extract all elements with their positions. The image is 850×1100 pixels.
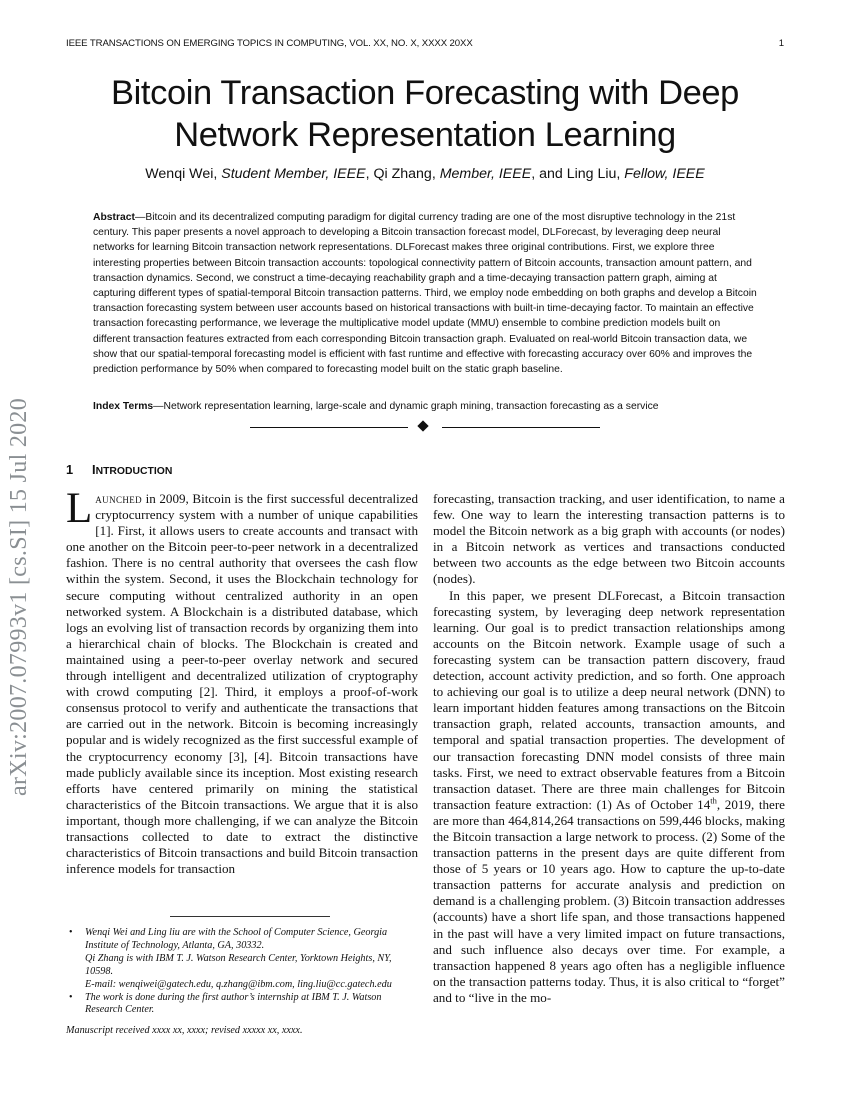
paragraph (66, 485, 418, 877)
bullet-icon: • (69, 991, 73, 1003)
running-header (66, 38, 784, 49)
drop-cap: L (66, 485, 93, 532)
footnote-rule (170, 916, 330, 917)
paragraph-text: in 2009, Bitcoin is the first successful decentralized cryptocurrency system with a number of unique capabilities [1]. First, it allows users to create accounts and transact with one another on the Bitcoin peer-to-peer network in a decentralized fashion. There is no central authority that oversees the cash flow within the system. Second, it uses the Blockchain technology for secure computing without centralized authority in an open networked system. A Blockchain is a distributed database, which logs an evolving list of transaction records by organizing them into a hierarchical chain of blocks. The Blockchain is created and maintained using a peer-to-peer overlay network and secured through intelligent and decentralized utilization of cryptography with crowd computing [2]. Third, it employs a proof-of-work consensus protocol to verify and authenticate the transactions that are carried out in the network. Bitcoin is becoming increasingly popular and is widely recognized as the first successful example of the cryptocurrency economy [3], [4]. Bitcoin transactions have made publicly available since its inception. Most existing research efforts have centered primarily on mining the statistical characteristics of the Bitcoin transactions. We argue that it is also important, though more challenging, if we can analyze the Bitcoin transactions collected to date to extract the distinctive characteristics of Bitcoin transactions and build Bitcoin transaction inference models for transaction (66, 491, 418, 877)
abstract-label: Abstract (93, 212, 135, 223)
affiliation-gatech: Wenqi Wei and Ling liu are with the School of Computer Science, Georgia Institute of Technology, Atlanta, GA, 30332. (85, 927, 388, 951)
author-role: Member, IEEE (439, 166, 532, 182)
paragraph: forecasting, transaction tracking, and user identification, to name a few. One way to learn the interesting transaction patterns is to model the Bitcoin network as a big graph with accounts (or nodes) in a Bitcoin network as vertices and transactions conducted between two accounts as the edge between two Bitcoin accounts (nodes). (433, 491, 785, 587)
author-separator: , (365, 166, 374, 182)
title-line-1: Bitcoin Transaction Forecasting with Deep (111, 74, 739, 112)
index-terms-label: Index Terms (93, 401, 154, 412)
paragraph-text: In this paper, we present DLForecast, a Bitcoin transaction forecasting system, by leveraging deep network representation learning. Our goal is to predict transaction relationships among accounts on the Bitcoin network. Example usage of such a forecasting system can be transaction pattern discovery, fraud detection, account activity prediction, and so forth. One approach to achieving our goal is to utilize a deep neural network (DNN) to learn important hidden features among transactions on the Bitcoin transaction graph, related accounts, transaction amounts, and temporal and spatial transaction properties. The development of our transaction forecasting DNN model consists of three main tasks. First, we need to extract observable features from a Bitcoin transaction dataset. There are three main challenges for Bitcoin transaction feature extraction: (1) As of October 14 (433, 587, 785, 812)
left-column (66, 485, 418, 877)
section-separator (250, 421, 600, 435)
footnotes (66, 927, 418, 1038)
paragraph (433, 588, 785, 1006)
author-emails: E-mail: wenqiwei@gatech.edu, q.zhang@ibm.com, ling.liu@cc.gatech.edu (85, 978, 392, 990)
page-number: 1 (778, 38, 784, 49)
author-separator: , (616, 166, 625, 182)
bullet-icon: • (69, 927, 73, 938)
journal-name: IEEE TRANSACTIONS ON EMERGING TOPICS IN COMPUTING, VOL. XX, NO. X, XXXX 20XX (66, 38, 473, 49)
internship-note: The work is done during the first author’s internship at IBM T. J. Watson Research Center. (85, 991, 382, 1016)
author-name: Wenqi Wei (145, 166, 214, 182)
author-role: Fellow, IEEE (624, 166, 705, 182)
section-number: 1 (66, 462, 74, 477)
author-name: Qi Zhang (373, 166, 432, 182)
separator-line-right (442, 427, 600, 428)
author-separator: , (431, 166, 440, 182)
abstract (93, 210, 758, 377)
author-list (0, 166, 850, 182)
paper-title (0, 72, 850, 156)
title-line-2: Network Representation Learning (174, 116, 676, 154)
abstract-text: Bitcoin and its decentralized computing paradigm for digital currency trading are one of the most disruptive technology in the 21st century. This paper presents a novel approach to developing a Bitcoin transaction forecast model, DLForecast, by leveraging deep neural networks for learning Bitcoin transaction network representations. DLForecast makes three original contributions. First, we explore three interesting properties between Bitcoin transaction accounts: topological connectivity pattern of Bitcoin accounts, transaction amount pattern, and transaction dynamics. Second, we construct a time-decaying reachability graph and a time-decaying transaction pattern graph, aiming at capturing different types of spatial-temporal Bitcoin transaction patterns. Third, we employ node embedding on both graphs and develop a Bitcoin transaction forecasting system between user accounts based on historical transactions with built-in time-decaying factor. To maintain an effective transaction forecasting performance, we leverage the multiplicative model update (MMU) ensemble to combine prediction models built on different transaction features extracted from each corresponding Bitcoin transaction graph. Evaluated on real-world Bitcoin transaction data, we show that our spatial-temporal forecasting model is efficient with fast runtime and effective with forecasting accuracy over 60% and improves the prediction performance by 50% when compared to forecasting model built on the static graph baseline. (93, 212, 757, 376)
section-heading (66, 462, 172, 477)
arxiv-stamp: arXiv:2007.07993v1 [cs.SI] 15 Jul 2020 (6, 397, 32, 796)
manuscript-dates: Manuscript received xxxx xx, xxxx; revised xxxxx xx, xxxx. (66, 1025, 303, 1037)
footnote-item (66, 992, 418, 1018)
footnote-item (66, 927, 418, 992)
index-terms-dash: — (153, 401, 164, 412)
author-separator: , and (531, 166, 567, 182)
section-title-rest: NTRODUCTION (95, 466, 173, 477)
index-terms-text: Network representation learning, large-scale and dynamic graph mining, transaction forecasting as a service (163, 401, 659, 412)
index-terms (93, 399, 758, 414)
affiliation-ibm: Qi Zhang is with IBM T. J. Watson Research Center, Yorktown Heights, NY, 10598. (85, 952, 392, 977)
diamond-icon (417, 420, 428, 431)
author-role: Student Member, IEEE (221, 166, 366, 182)
author-name: Ling Liu (566, 166, 617, 182)
paragraph-text: , 2019, there are more than 464,814,264 transactions on 599,446 blocks, making the Bitcoin transaction a large network to process. (2) Some of the transaction patterns in the present days are quite different from those of 5 years or 10 years ago. How to capture the up-to-date transaction patterns for accurate analysis and prediction on demand is a challenging problem. (3) Bitcoin transaction addresses (accounts) have a short life span, and those transactions happened in the past will have a very limited impact on future transactions, and such influence also decays over time. For example, a transaction happened 8 years ago often has a negligible influence on the transaction patterns today. Thus, it is also critical to “forget” and to “live in the mo- (433, 796, 786, 1005)
separator-line-left (250, 427, 408, 428)
right-column (433, 491, 785, 1006)
section-title-initial: I (92, 462, 96, 477)
abstract-dash: — (134, 212, 146, 223)
superscript: th (710, 795, 717, 806)
smallcaps-word: aunched (95, 491, 143, 506)
author-separator: , (213, 166, 222, 182)
